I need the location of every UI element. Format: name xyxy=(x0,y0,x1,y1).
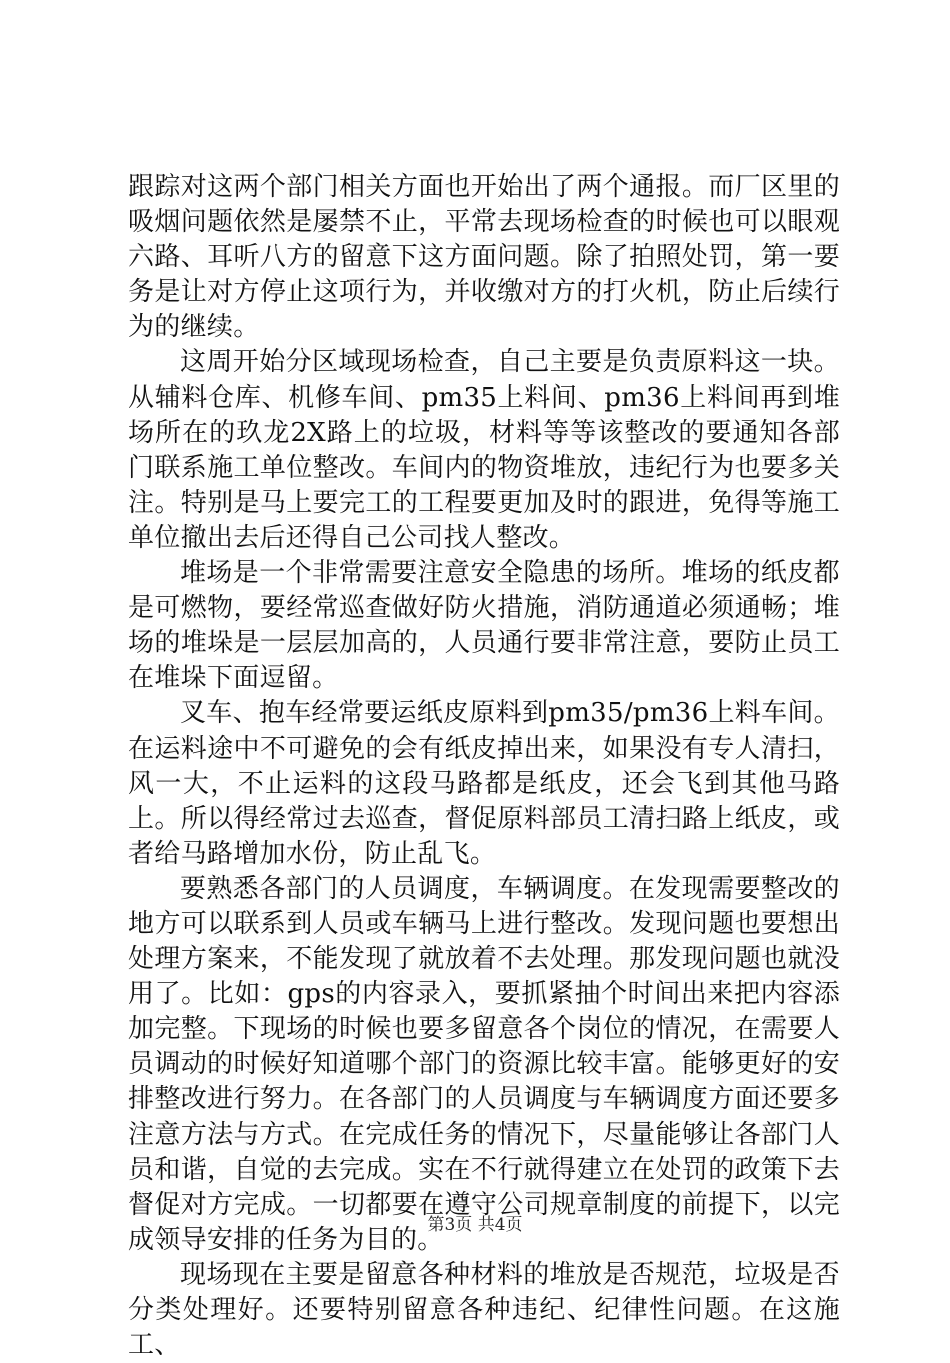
page-footer: 第3页 共4页 xyxy=(427,1215,523,1235)
paragraph-5: 要熟悉各部门的人员调度，车辆调度。在发现需要整改的地方可以联系到人员或车辆马上进行整改。发现问题也要想出处理方案来，不能发现了就放着不去处理。那发现问题也就没用了。比如：gps的内容录入，要抓紧抽个时间出来把内容添加完整。下现场的时候也要多留意各个岗位的情况，在需要人员调动的时候好知道哪个部门的资源比较丰富。能够更好的安排整改进行努力。在各部门的人员调度与车辆调度方面还要多注意方法与方式。在完成任务的情况下，尽量能够让各部门人员和谐，自觉的去完成。实在不行就得建立在处罚的政策下去督促对方完成。一切都要在遵守公司规章制度的前提下，以完成领导安排的任务为目的。 xyxy=(128,873,840,1255)
paragraph-2: 这周开始分区域现场检查，自己主要是负责原料这一块。从辅料仓库、机修车间、pm35上料间、pm36上料间再到堆场所在的玖龙2X路上的垃圾，材料等等该整改的要通知各部门联系施工单位整改。车间内的物资堆放，违纪行为也要多关注。特别是马上要完工的工程要更加及时的跟进，免得等施工单位撤出去后还得自己公司找人整改。 xyxy=(128,347,840,553)
paragraph-3: 堆场是一个非常需要注意安全隐患的场所。堆场的纸皮都是可燃物，要经常巡查做好防火措施，消防通道必须通畅；堆场的堆垛是一层层加高的，人员通行要非常注意，要防止员工在堆垛下面逗留。 xyxy=(128,558,840,694)
paragraph-4: 叉车、抱车经常要运纸皮原料到pm35/pm36上料车间。在运料途中不可避免的会有纸皮掉出来，如果没有专人清扫，风一大，不止运料的这段马路都是纸皮，还会飞到其他马路上。所以得经常过去巡查，督促原料部员工清扫路上纸皮，或者给马路增加水份，防止乱飞。 xyxy=(128,698,840,869)
paragraph-1: 跟踪对这两个部门相关方面也开始出了两个通报。而厂区里的吸烟问题依然是屡禁不止，平常去现场检查的时候也可以眼观六路、耳听八方的留意下这方面问题。除了拍照处罚，第一要务是让对方停止这项行为，并收缴对方的打火机，防止后续行为的继续。 xyxy=(128,172,840,343)
paragraph-6: 现场现在主要是留意各种材料的堆放是否规范，垃圾是否分类处理好。还要特别留意各种违纪、纪律性问题。在这施工、 xyxy=(128,1259,840,1361)
document-body xyxy=(128,170,840,1363)
